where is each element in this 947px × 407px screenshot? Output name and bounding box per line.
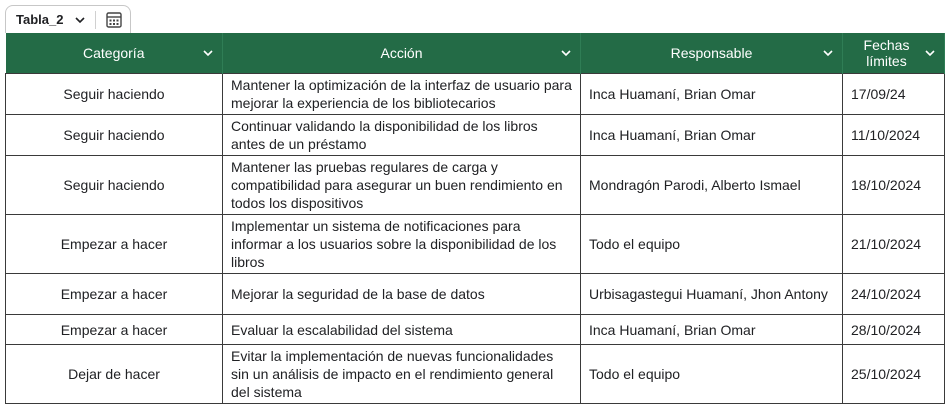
table-tab-title: Tabla_2 — [16, 12, 64, 27]
cell-fecha[interactable]: 24/10/2024 — [843, 274, 945, 315]
column-header-label: Acción — [380, 45, 423, 61]
table-tab-bar — [5, 5, 131, 33]
column-header-label: Categoría — [83, 45, 145, 61]
chevron-down-icon[interactable] — [822, 47, 834, 59]
table-row — [6, 215, 945, 274]
table-row — [6, 74, 945, 115]
table-row — [6, 274, 945, 315]
cell-fecha[interactable]: 18/10/2024 — [843, 156, 945, 215]
column-header-label: Fechas límites — [863, 37, 910, 69]
cell-responsable[interactable]: Todo el equipo — [581, 215, 843, 274]
cell-fecha[interactable]: 21/10/2024 — [843, 215, 945, 274]
cell-accion[interactable]: Mejorar la seguridad de la base de datos — [223, 274, 581, 315]
column-header-responsable[interactable] — [581, 33, 843, 74]
cell-categoria[interactable]: Empezar a hacer — [6, 274, 223, 315]
cell-responsable[interactable]: Mondragón Parodi, Alberto Ismael — [581, 156, 843, 215]
cell-accion[interactable]: Mantener las pruebas regulares de carga y compatibilidad para asegurar un buen rendimiento en todos los dispositivos — [223, 156, 581, 215]
tab-divider — [95, 11, 96, 29]
cell-accion[interactable]: Mantener la optimización de la interfaz de usuario para mejorar la experiencia de los bibliotecarios — [223, 74, 581, 115]
cell-accion[interactable]: Evitar la implementación de nuevas funcionalidades sin un análisis de impacto en el rendimiento general del sistema — [223, 345, 581, 404]
chevron-down-icon[interactable] — [924, 47, 936, 59]
cell-responsable[interactable]: Urbisagastegui Huamaní, Jhon Antony — [581, 274, 843, 315]
cell-categoria[interactable]: Seguir haciendo — [6, 115, 223, 156]
cell-responsable[interactable]: Inca Huamaní, Brian Omar — [581, 74, 843, 115]
cell-fecha[interactable]: 11/10/2024 — [843, 115, 945, 156]
cell-accion[interactable]: Implementar un sistema de notificaciones para informar a los usuarios sobre la disponibilidad de los libros — [223, 215, 581, 274]
cell-fecha[interactable]: 17/09/24 — [843, 74, 945, 115]
table-tab[interactable] — [5, 5, 131, 33]
table-row — [6, 156, 945, 215]
cell-responsable[interactable]: Inca Huamaní, Brian Omar — [581, 115, 843, 156]
cell-categoria[interactable]: Seguir haciendo — [6, 74, 223, 115]
chevron-down-icon[interactable] — [202, 47, 214, 59]
cell-accion[interactable]: Continuar validando la disponibilidad de los libros antes de un préstamo — [223, 115, 581, 156]
cell-categoria[interactable]: Empezar a hacer — [6, 315, 223, 345]
column-header-categoria[interactable] — [6, 33, 223, 74]
table-row — [6, 115, 945, 156]
column-header-label: Responsable — [670, 45, 753, 61]
cell-responsable[interactable]: Inca Huamaní, Brian Omar — [581, 315, 843, 345]
cell-fecha[interactable]: 28/10/2024 — [843, 315, 945, 345]
column-header-fechas[interactable] — [843, 33, 945, 74]
table-row — [6, 315, 945, 345]
cell-accion[interactable]: Evaluar la escalabilidad del sistema — [223, 315, 581, 345]
cell-categoria[interactable]: Empezar a hacer — [6, 215, 223, 274]
table-calculator-icon[interactable] — [104, 10, 124, 30]
chevron-down-icon[interactable] — [73, 13, 87, 27]
cell-categoria[interactable]: Seguir haciendo — [6, 156, 223, 215]
table-header-row — [6, 33, 945, 74]
table-row — [6, 345, 945, 404]
data-table — [5, 33, 945, 404]
cell-responsable[interactable]: Todo el equipo — [581, 345, 843, 404]
chevron-down-icon[interactable] — [560, 47, 572, 59]
column-header-accion[interactable] — [223, 33, 581, 74]
cell-fecha[interactable]: 25/10/2024 — [843, 345, 945, 404]
cell-categoria[interactable]: Dejar de hacer — [6, 345, 223, 404]
